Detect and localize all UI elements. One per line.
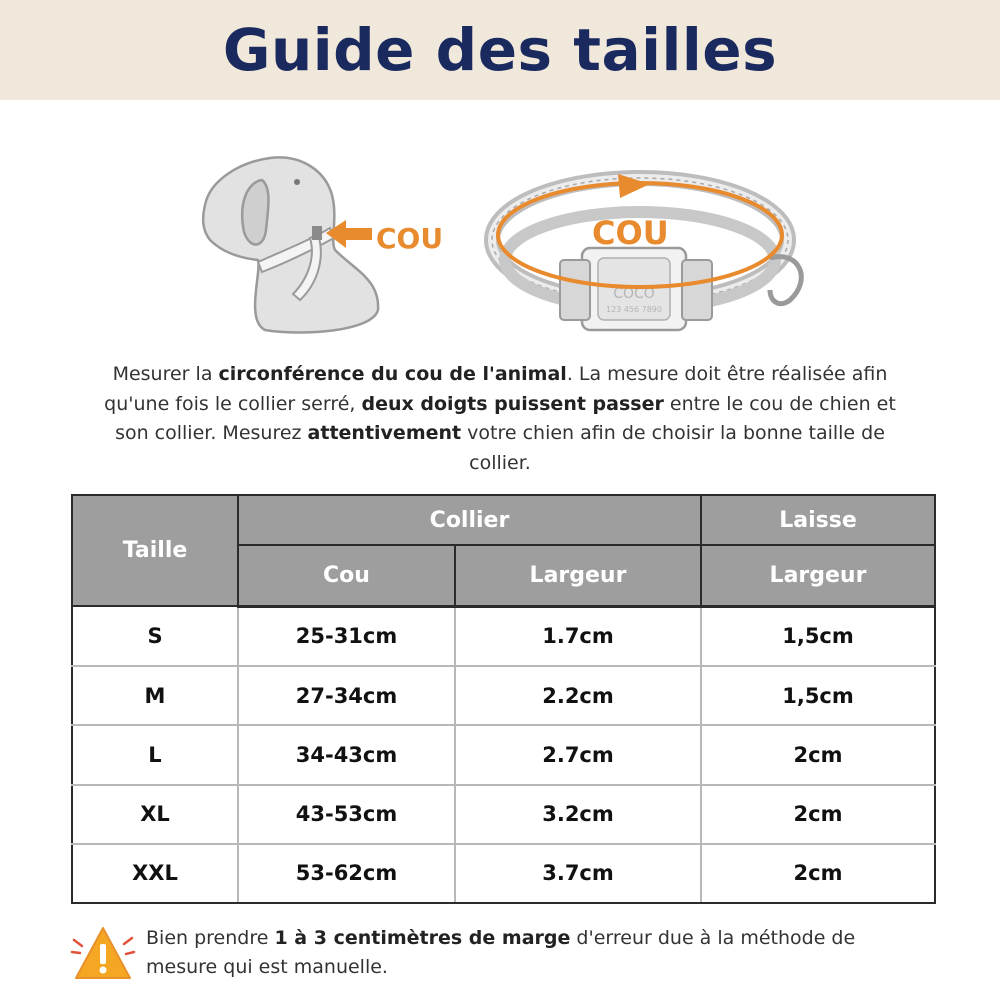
cell-taille: S — [72, 606, 238, 666]
cell-cou: 34-43cm — [238, 725, 455, 784]
size-table — [71, 494, 936, 904]
header-collier: Collier — [238, 495, 701, 545]
collar-illustration — [492, 174, 801, 330]
tag-number: 123 456 7890 — [606, 305, 662, 314]
cell-largeur: 2.2cm — [455, 666, 701, 725]
header-largeur-laisse: Largeur — [701, 545, 935, 606]
table-row — [72, 606, 935, 666]
note-text — [146, 924, 926, 982]
tag-name: COCO — [613, 286, 655, 302]
note-bold: 1 à 3 centimètres de marge — [274, 927, 571, 949]
desc-text-3: entre le cou de chien et son collier. Mesurez — [115, 392, 896, 444]
desc-bold-1: circonférence du cou de l'animal — [218, 363, 567, 385]
cell-largeur: 3.7cm — [455, 844, 701, 903]
cell-taille: XL — [72, 785, 238, 844]
desc-bold-2: deux doigts puissent passer — [361, 392, 664, 415]
cell-cou: 27-34cm — [238, 666, 455, 725]
cell-cou: 53-62cm — [238, 844, 455, 903]
header-cou: Cou — [238, 545, 455, 606]
cell-cou: 25-31cm — [238, 606, 455, 666]
cell-largeur: 2.7cm — [455, 725, 701, 784]
collar-cou-label: COU — [592, 214, 669, 252]
dog-head-illustration — [203, 157, 378, 332]
page-header — [0, 0, 1000, 100]
cell-laisse: 2cm — [701, 725, 935, 784]
note-text-2: d'erreur due à la méthode de mesure qui est manuelle. — [146, 927, 856, 978]
header-largeur-collier: Largeur — [455, 545, 701, 606]
table-row — [72, 725, 935, 784]
cell-taille: L — [72, 725, 238, 784]
page-title: Guide des tailles — [222, 16, 778, 84]
measurement-instructions — [95, 360, 905, 478]
table-row — [72, 785, 935, 844]
header-laisse: Laisse — [701, 495, 935, 545]
margin-note — [70, 920, 930, 990]
note-text-1: Bien prendre — [146, 927, 275, 949]
cell-largeur: 3.2cm — [455, 785, 701, 844]
cell-laisse: 2cm — [701, 844, 935, 903]
cell-taille: XXL — [72, 844, 238, 903]
illustrations — [0, 140, 1000, 350]
cell-taille: M — [72, 666, 238, 725]
desc-text-1: Mesurer la — [112, 363, 219, 385]
desc-bold-3: attentivement — [307, 422, 462, 444]
cell-laisse: 1,5cm — [701, 666, 935, 725]
table-row — [72, 666, 935, 725]
cell-cou: 43-53cm — [238, 785, 455, 844]
header-taille: Taille — [72, 495, 238, 606]
cell-largeur: 1.7cm — [455, 606, 701, 666]
table-row — [72, 844, 935, 903]
desc-text-2: . La mesure doit être réalisée afin qu'une fois le collier serré, — [104, 363, 888, 415]
cell-laisse: 1,5cm — [701, 606, 935, 666]
cell-laisse: 2cm — [701, 785, 935, 844]
desc-text-4: votre chien afin de choisir la bonne taille de collier. — [461, 422, 885, 474]
dog-cou-label: COU — [376, 222, 444, 255]
warning-icon — [70, 920, 136, 986]
